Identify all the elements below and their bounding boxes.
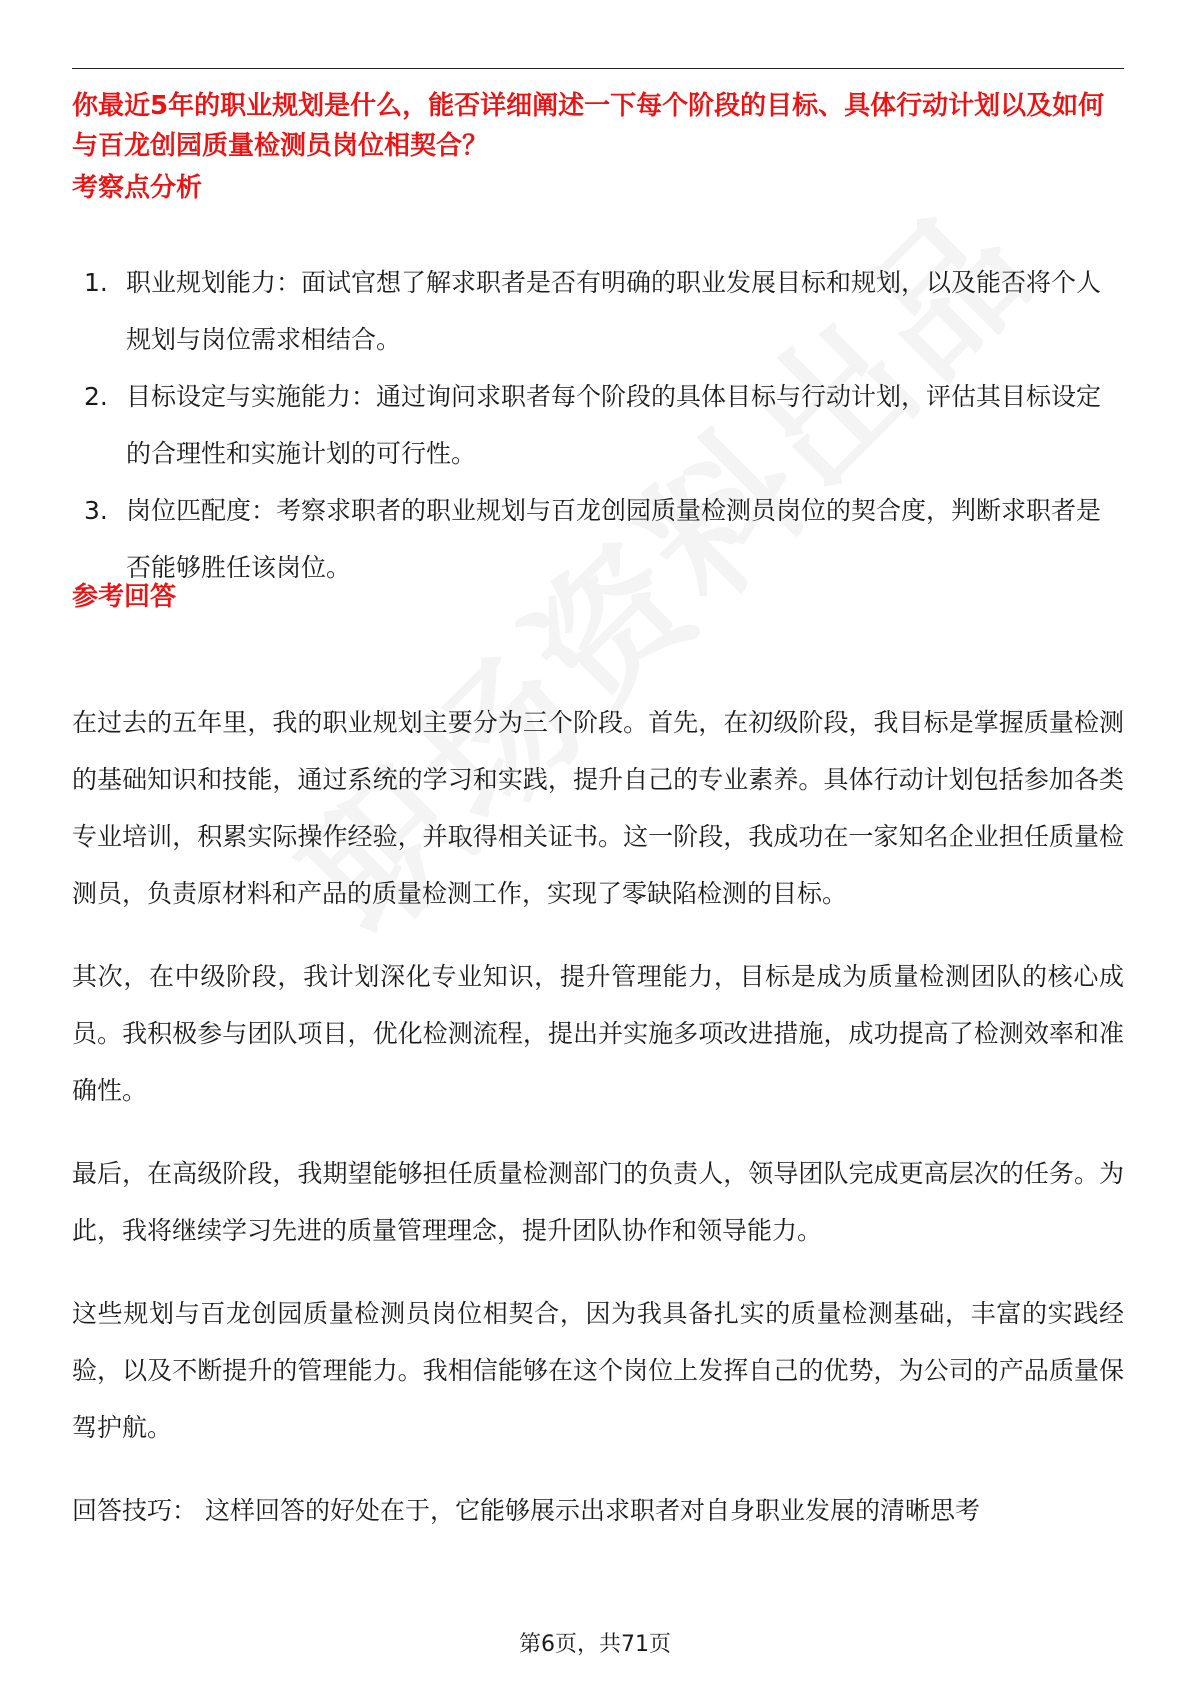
item-text: 职业规划能力：面试官想了解求职者是否有明确的职业发展目标和规划，以及能否将个人规划与岗位需求相结合。 bbox=[126, 268, 1102, 354]
item-number: 3. bbox=[84, 496, 108, 525]
answer-tip: 回答技巧： 这样回答的好处在于，它能够展示出求职者对自身职业发展的清晰思考 bbox=[72, 1496, 980, 1525]
answer-paragraph-1: 在过去的五年里，我的职业规划主要分为三个阶段。首先，在初级阶段，我目标是掌握质量检测的基础知识和技能，通过系统的学习和实践，提升自己的专业素养。具体行动计划包括参加各类专业培训，积累实际操作经验，并取得相关证书。这一阶段，我成功在一家知名企业担任质量检测员，负责原材料和产品的质量检测工作，实现了零缺陷检测的目标。 bbox=[72, 708, 1124, 908]
page-number-footer: 第6页，共71页 bbox=[519, 1632, 671, 1657]
item-text: 目标设定与实施能力：通过询问求职者每个阶段的具体目标与行动计划，评估其目标设定的合理性和实施计划的可行性。 bbox=[126, 382, 1102, 468]
answer-section-title: 参考回答 bbox=[72, 582, 177, 612]
analysis-list bbox=[72, 254, 1124, 596]
answer-paragraph-2: 其次，在中级阶段，我计划深化专业知识，提升管理能力，目标是成为质量检测团队的核心成员。我积极参与团队项目，优化检测流程，提出并实施多项改进措施，成功提高了检测效率和准确性。 bbox=[72, 962, 1124, 1105]
item-number: 1. bbox=[84, 268, 108, 297]
answer-paragraph-4: 这些规划与百龙创园质量检测员岗位相契合，因为我具备扎实的质量检测基础，丰富的实践经验，以及不断提升的管理能力。我相信能够在这个岗位上发挥自己的优势，为公司的产品质量保驾护航。 bbox=[72, 1299, 1124, 1442]
item-text: 岗位匹配度：考察求职者的职业规划与百龙创园质量检测员岗位的契合度，判断求职者是否能够胜任该岗位。 bbox=[126, 496, 1102, 582]
analysis-item-1 bbox=[72, 254, 1124, 368]
analysis-section-title: 考察点分析 bbox=[72, 173, 203, 203]
analysis-item-2 bbox=[72, 368, 1124, 482]
answer-paragraph-3: 最后，在高级阶段，我期望能够担任质量检测部门的负责人，领导团队完成更高层次的任务。为此，我将继续学习先进的质量管理理念，提升团队协作和领导能力。 bbox=[72, 1159, 1124, 1245]
answer-body bbox=[72, 694, 1124, 1539]
question-heading: 你最近5年的职业规划是什么，能否详细阐述一下每个阶段的目标、具体行动计划以及如何与百龙创园质量检测员岗位相契合？ bbox=[72, 91, 1105, 161]
analysis-item-3 bbox=[72, 482, 1124, 596]
top-divider bbox=[72, 68, 1124, 69]
item-number: 2. bbox=[84, 382, 108, 411]
